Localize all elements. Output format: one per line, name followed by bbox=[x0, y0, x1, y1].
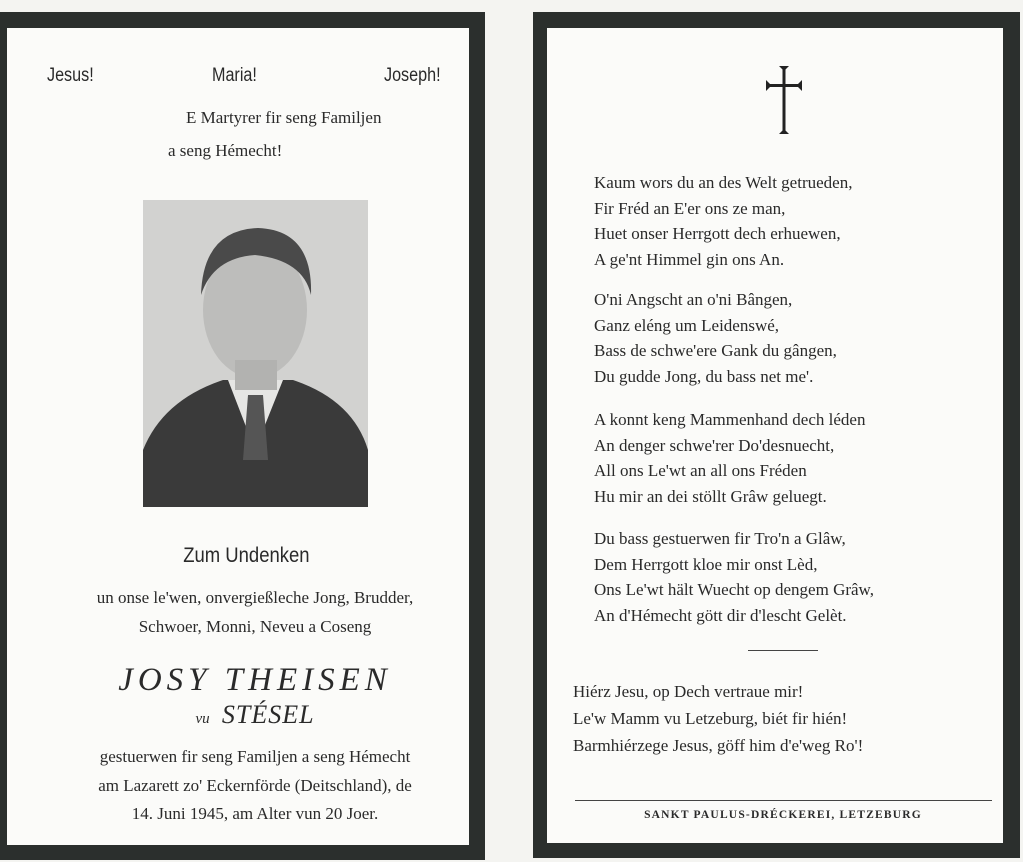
printer-imprint: SANKT PAULUS-DRÉCKEREI, LETZEBURG bbox=[644, 809, 922, 821]
poem-line: Ganz eléng um Leidenswé, bbox=[594, 315, 780, 335]
prayer-line: Barmhiérzege Jesus, göff him d'e'weg Ro'! bbox=[573, 736, 864, 755]
prayer-line: Le'w Mamm vu Letzeburg, biét fir hién! bbox=[573, 709, 848, 728]
invocation-maria: Maria! bbox=[212, 65, 257, 86]
poem-line: Hu mir an dei stöllt Grâw geluegt. bbox=[594, 487, 827, 507]
poem-line: O'ni Angscht an o'ni Bângen, bbox=[594, 290, 793, 309]
epigraph-line: E Martyrer fir seng Familjen bbox=[186, 108, 382, 127]
epigraph-line: a seng Hémecht! bbox=[168, 141, 283, 160]
invocation-joseph: Joseph! bbox=[384, 65, 441, 86]
origin-prefix: vu bbox=[195, 711, 210, 727]
death-detail-line: am Lazarett zo' Eckernförde (Deitschland), de bbox=[98, 776, 412, 795]
poem-line: Kaum wors du an des Welt getrueden, bbox=[594, 173, 853, 192]
poem-line: Dem Herrgott kloe mir onst Lèd, bbox=[594, 554, 818, 574]
cross-icon bbox=[764, 64, 804, 136]
prayer-line: Hiérz Jesu, op Dech vertraue mir! bbox=[573, 682, 804, 701]
portrait-photo bbox=[143, 200, 368, 507]
poem-line: Huet onser Herrgott dech erhuewen, bbox=[594, 224, 841, 244]
dedication-line: Schwoer, Monni, Neveu a Coseng bbox=[138, 617, 372, 636]
poem-line: All ons Le'wt an all ons Fréden bbox=[594, 461, 807, 481]
poem-line: Bass de schwe'ere Gank du gângen, bbox=[594, 341, 837, 361]
poem-line: Du bass gestuerwen fir Tro'n a Glâw, bbox=[594, 529, 846, 548]
poem-line: An d'Hémecht gött dir d'lescht Gelèt. bbox=[594, 606, 847, 626]
separator bbox=[748, 650, 818, 651]
origin bbox=[195, 700, 314, 730]
invocation-jesus: Jesus! bbox=[47, 65, 94, 86]
death-detail-line: gestuerwen fir seng Familjen a seng Hémecht bbox=[99, 747, 411, 766]
heading-in-memory: Zum Undenken bbox=[183, 544, 310, 567]
death-detail-line: 14. Juni 1945, am Alter vun 20 Joer. bbox=[131, 804, 379, 823]
poem-line: A ge'nt Himmel gin ons An. bbox=[594, 250, 785, 270]
poem-line: A konnt keng Mammenhand dech léden bbox=[594, 410, 866, 429]
origin-place: STÉSEL bbox=[221, 700, 315, 729]
dedication-line: un onse le'wen, onvergießleche Jong, Brudder, bbox=[96, 588, 414, 607]
poem-line: Du gudde Jong, du bass net me'. bbox=[594, 367, 814, 387]
portrait-image bbox=[143, 200, 368, 507]
poem-line: Fir Fréd an E'er ons ze man, bbox=[594, 198, 786, 218]
footer-rule bbox=[575, 800, 992, 801]
deceased-name: JOSY THEISEN bbox=[118, 662, 392, 698]
poem-line: Ons Le'wt hält Wuecht op dengem Grâw, bbox=[594, 580, 874, 600]
poem-line: An denger schwe'rer Do'desnuecht, bbox=[594, 435, 835, 455]
